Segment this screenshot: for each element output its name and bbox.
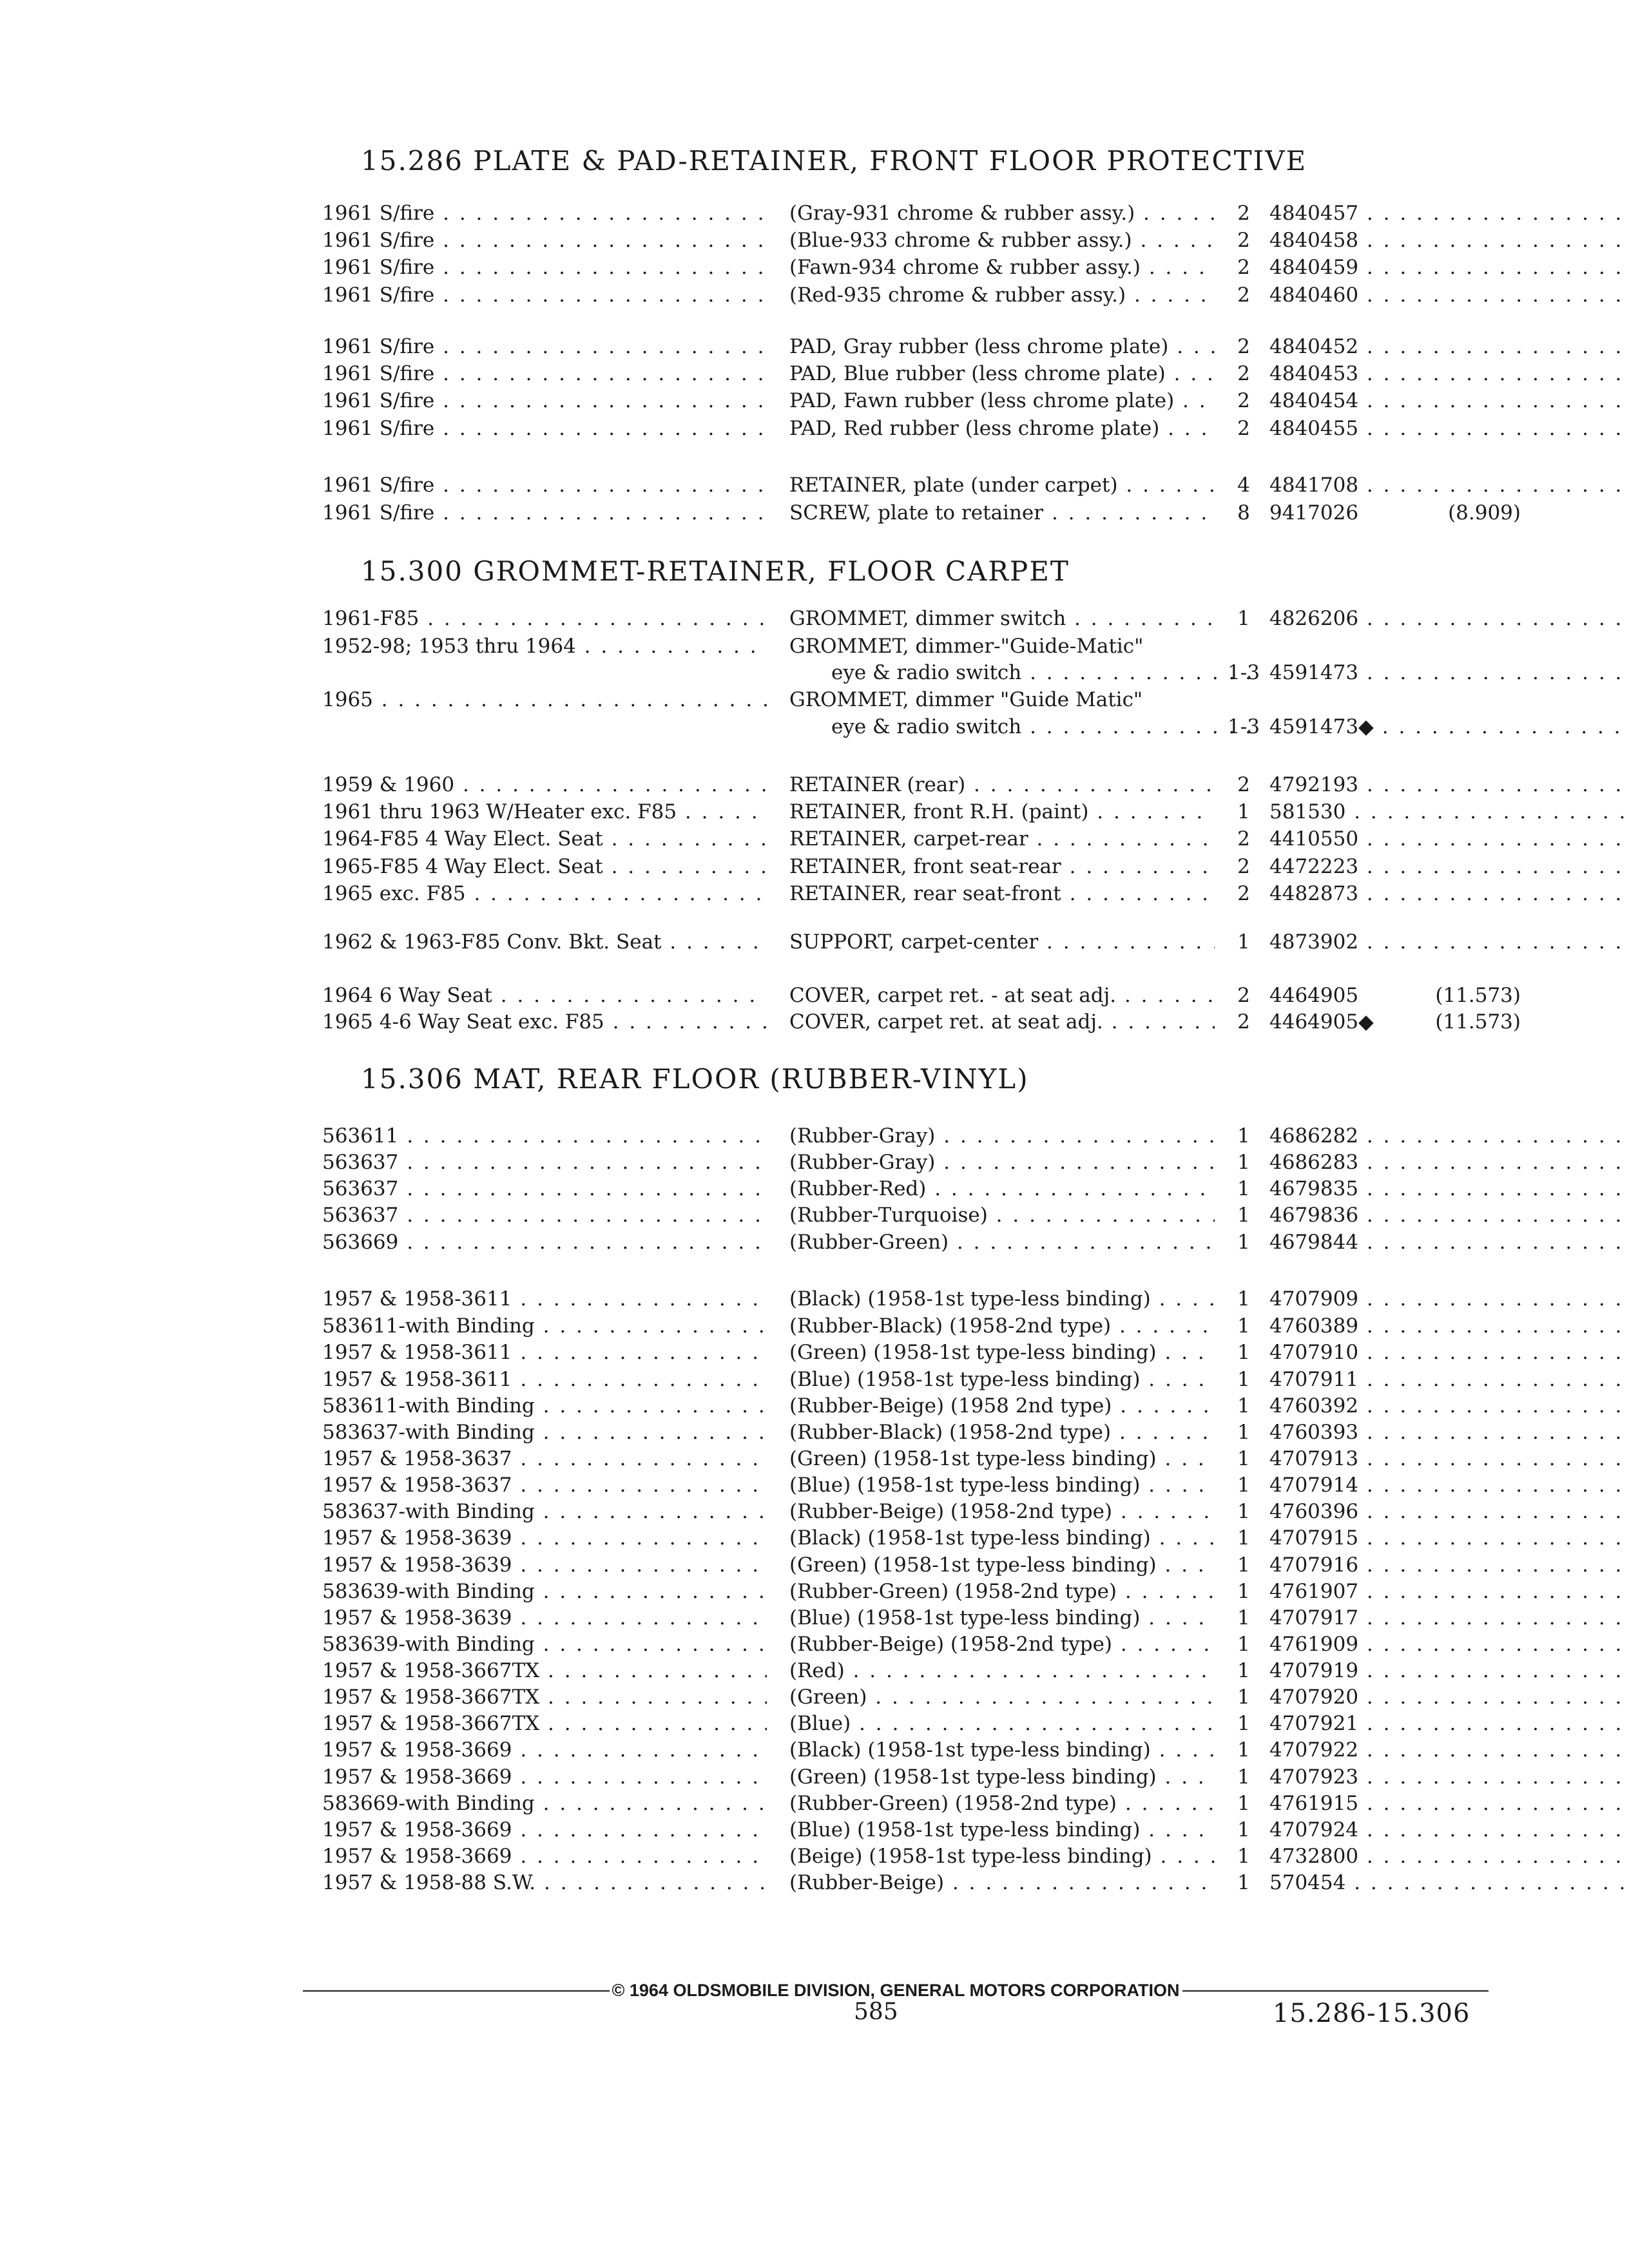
part-row [322,1580,1521,1606]
description-cell: RETAINER, front seat-rear . . . [789,855,1215,878]
part-row [322,930,1521,956]
part-number-cell: 4707921 . . . [1269,1712,1431,1735]
part-number-cell: 4840454 . . . [1269,389,1431,412]
quantity-cell: 1 [1237,1287,1250,1311]
part-row [322,1314,1521,1340]
model-cell: 563637 . . . [322,1177,767,1200]
part-row [322,1368,1521,1394]
quantity-cell: 2 [1237,229,1250,252]
model-cell: 583669-with Binding . . . [322,1792,767,1815]
model-cell: 1961 S/fire . . . [322,229,767,252]
description-cell: eye & radio switch . . . [831,661,1257,684]
part-row [322,1871,1521,1897]
model-cell: 1961 S/fire . . . [322,501,767,524]
quantity-cell: 4 [1237,474,1250,497]
model-cell: 563669 . . . [322,1231,767,1254]
part-row [322,1394,1521,1420]
description-cell: RETAINER, carpet-rear . . . [789,827,1215,850]
part-number-cell: 4873902 . . . [1269,930,1431,954]
copyright-text: © 1964 OLDSMOBILE DIVISION, GENERAL MOTORS CORPORATION [612,1981,1180,2000]
description-cell: (Green) . . . [789,1686,1215,1709]
part-row [322,1151,1521,1177]
part-number-cell: 4840460 . . . [1269,284,1431,307]
description-cell: eye & radio switch . . . [831,715,1257,738]
quantity-cell: 2 [1237,855,1250,878]
quantity-cell: 1 [1237,1177,1250,1200]
part-number-cell: 4826206 . . . [1269,607,1431,630]
model-cell: 563637 . . . [322,1204,767,1227]
part-row [322,1792,1521,1818]
quantity-cell: 8 [1237,501,1250,524]
description-cell: (Rubber-Red) . . . [789,1177,1215,1200]
part-row [322,1231,1521,1256]
part-number-cell: 4591473 . . . [1269,661,1431,684]
part-number-cell: 4707920 . . . [1269,1686,1431,1709]
part-row [322,855,1521,881]
part-row [322,1553,1521,1579]
description-cell: (Blue) (1958-1st type-less binding) . . . [789,1368,1215,1391]
part-number-cell: 4679844 . . . [1269,1231,1431,1254]
model-cell: 1964 6 Way Seat . . . [322,984,767,1007]
section-title: 15.306 MAT, REAR FLOOR (RUBBER-VINYL) [361,1063,1029,1095]
part-row [322,1287,1521,1313]
part-row [322,202,1521,227]
part-row [322,1341,1521,1367]
model-cell: 1961 S/fire . . . [322,335,767,358]
page-number: 585 [854,1999,898,2025]
description-cell: RETAINER, plate (under carpet) . . . [789,474,1215,497]
model-cell: 563611 . . . [322,1124,767,1148]
model-cell: 583639-with Binding . . . [322,1580,767,1603]
part-number-cell: 4760393 . . . [1269,1421,1431,1444]
part-row [322,1204,1521,1229]
model-cell: 1957 & 1958-3611 . . . [322,1341,767,1364]
model-cell: 1957 & 1958-3637 . . . [322,1447,767,1470]
part-number-cell: 4482873 . . . [1269,882,1431,905]
model-cell: 1961 S/fire . . . [322,362,767,385]
quantity-cell: 1 [1237,1606,1250,1629]
description-cell: (Green) (1958-1st type-less binding) . . . [789,1341,1215,1364]
quantity-cell: 1 [1237,800,1250,823]
part-row [322,1738,1521,1764]
quantity-cell: 2 [1237,362,1250,385]
quantity-cell: 1 [1237,1474,1250,1497]
description-cell: PAD, Gray rubber (less chrome plate) . . . [789,335,1215,358]
model-cell: 1965 exc. F85 . . . [322,882,767,905]
description-cell: (Rubber-Beige) (1958-2nd type) . . . [789,1633,1215,1656]
description-cell: (Red-935 chrome & rubber assy.) . . . [789,284,1215,307]
description-cell: RETAINER, front R.H. (paint) . . . [789,800,1215,823]
model-cell: 1965 . . . [322,688,767,711]
model-cell: 1957 & 1958-88 S.W. . . . [322,1871,767,1894]
reference-note-cell: (8.909) [1448,501,1521,524]
part-row [322,1500,1521,1526]
description-cell: (Rubber-Gray) . . . [789,1124,1215,1148]
part-number-cell: 4707916 . . . [1269,1553,1431,1577]
part-row [322,1177,1521,1203]
part-row [322,256,1521,282]
quantity-cell: 2 [1237,202,1250,225]
part-row [322,1010,1521,1036]
description-cell: SCREW, plate to retainer . . . [789,501,1215,524]
page-section-range: 15.286-15.306 [1273,1999,1470,2028]
description-cell: (Blue-933 chrome & rubber assy.) . . . [789,229,1215,252]
quantity-cell: 1 [1237,1659,1250,1682]
part-number-cell: 4707924 . . . [1269,1818,1431,1841]
description-cell: (Rubber-Turquoise) . . . [789,1204,1215,1227]
part-row [322,607,1521,633]
description-cell: (Rubber-Beige) . . . [789,1871,1215,1894]
model-cell: 563637 . . . [322,1151,767,1174]
part-number-cell: 4686282 . . . [1269,1124,1431,1148]
part-number-cell: 4840459 . . . [1269,256,1431,279]
part-row [322,1633,1521,1658]
part-row [322,474,1521,499]
part-row [322,335,1521,361]
quantity-cell: 1 [1237,1712,1250,1735]
part-number-cell: 4679836 . . . [1269,1204,1431,1227]
part-row [322,1421,1521,1446]
description-cell: PAD, Fawn rubber (less chrome plate) . . . [789,389,1215,412]
part-row [322,882,1521,908]
section-title: 15.300 GROMMET-RETAINER, FLOOR CARPET [361,555,1070,587]
part-row [322,284,1521,309]
model-cell: 583611-with Binding . . . [322,1394,767,1418]
part-number-cell: 4761909 . . . [1269,1633,1431,1656]
part-number-cell: 4679835 . . . [1269,1177,1431,1200]
part-row [322,688,1521,714]
quantity-cell: 1 [1237,607,1250,630]
description-cell: (Red) . . . [789,1659,1215,1682]
part-number-cell: 4707909 . . . [1269,1287,1431,1311]
quantity-cell: 1 [1237,930,1250,954]
description-cell: (Rubber-Black) (1958-2nd type) . . . [789,1421,1215,1444]
part-row [322,229,1521,255]
model-cell: 583611-with Binding . . . [322,1314,767,1338]
part-row [322,1447,1521,1473]
part-number-cell: 4840455 . . . [1269,417,1431,440]
quantity-cell: 1-3 [1228,661,1260,684]
model-cell: 1957 & 1958-3669 . . . [322,1738,767,1762]
part-row [322,1845,1521,1870]
part-row [322,501,1521,527]
quantity-cell: 2 [1237,284,1250,307]
description-cell: SUPPORT, carpet-center . . . [789,930,1215,954]
description-cell: (Rubber-Green) . . . [789,1231,1215,1254]
description-cell: COVER, carpet ret. at seat adj. . . . [789,1010,1215,1033]
quantity-cell: 1 [1237,1500,1250,1523]
quantity-cell: 1 [1237,1421,1250,1444]
part-number-cell: 570454 . . . [1269,1871,1431,1894]
quantity-cell: 2 [1237,256,1250,279]
description-cell: PAD, Red rubber (less chrome plate) . . . [789,417,1215,440]
part-number-cell: 4761915 . . . [1269,1792,1431,1815]
model-cell: 1961 S/fire . . . [322,256,767,279]
quantity-cell: 2 [1237,882,1250,905]
part-number-cell: 4707914 . . . [1269,1474,1431,1497]
quantity-cell: 1 [1237,1447,1250,1470]
part-row [322,1818,1521,1844]
description-cell: (Green) (1958-1st type-less binding) . . . [789,1553,1215,1577]
model-cell: 1965 4-6 Way Seat exc. F85 . . . [322,1010,767,1033]
description-cell: (Blue) (1958-1st type-less binding) . . . [789,1606,1215,1629]
quantity-cell: 1 [1237,1818,1250,1841]
part-row [322,1686,1521,1711]
description-cell: (Black) (1958-1st type-less binding) . . . [789,1287,1215,1311]
model-cell: 1957 & 1958-3667TX . . . [322,1686,767,1709]
description-cell: (Rubber-Beige) (1958-2nd type) . . . [789,1500,1215,1523]
description-cell: (Rubber-Green) (1958-2nd type) . . . [789,1580,1215,1603]
description-cell: PAD, Blue rubber (less chrome plate) . . . [789,362,1215,385]
part-row [322,1526,1521,1552]
model-cell: 1959 & 1960 . . . [322,773,767,796]
quantity-cell: 2 [1237,417,1250,440]
part-row [322,1712,1521,1738]
description-cell: (Blue) . . . [789,1712,1215,1735]
part-row [322,1124,1521,1150]
description-cell: RETAINER (rear) . . . [789,773,1215,796]
part-number-cell: 4464905 [1269,984,1359,1007]
model-cell: 1957 & 1958-3639 . . . [322,1606,767,1629]
part-number-cell: 4707923 . . . [1269,1765,1431,1789]
description-cell: COVER, carpet ret. - at seat adj. . . . [789,984,1215,1007]
part-number-cell: 4707922 . . . [1269,1738,1431,1762]
model-cell: 583637-with Binding . . . [322,1421,767,1444]
part-row [322,827,1521,853]
quantity-cell: 1 [1237,1580,1250,1603]
model-cell: 1961 S/fire . . . [322,389,767,412]
part-number-cell: 4840452 . . . [1269,335,1431,358]
description-cell: (Rubber-Gray) . . . [789,1151,1215,1174]
model-cell: 1961-F85 . . . [322,607,767,630]
part-number-cell: 4760396 . . . [1269,1500,1431,1523]
model-cell: 1961 thru 1963 W/Heater exc. F85 . . . [322,800,767,823]
part-number-cell: 4707917 . . . [1269,1606,1431,1629]
quantity-cell: 1-3 [1228,715,1260,738]
description-cell: (Green) (1958-1st type-less binding) . . . [789,1447,1215,1470]
part-row [322,1606,1521,1632]
part-row [322,417,1521,443]
part-number-cell: 4841708 . . . [1269,474,1431,497]
footer-rule-right [1182,1990,1489,1992]
quantity-cell: 2 [1237,827,1250,850]
quantity-cell: 1 [1237,1314,1250,1338]
description-cell: (Beige) (1958-1st type-less binding) . . . [789,1845,1215,1868]
quantity-cell: 1 [1237,1871,1250,1894]
part-number-cell: 4732800 . . . [1269,1845,1431,1868]
reference-note-cell: (11.573) [1435,1010,1521,1033]
model-cell: 1957 & 1958-3639 . . . [322,1553,767,1577]
part-number-cell: 581530 . . . [1269,800,1431,823]
model-cell: 1957 & 1958-3669 . . . [322,1765,767,1789]
part-row [322,715,1521,741]
description-cell: (Blue) (1958-1st type-less binding) . . . [789,1818,1215,1841]
part-row [322,800,1521,826]
quantity-cell: 1 [1237,1738,1250,1762]
part-number-cell: 4707915 . . . [1269,1526,1431,1550]
quantity-cell: 1 [1237,1765,1250,1789]
part-number-cell: 4840458 . . . [1269,229,1431,252]
model-cell: 583639-with Binding . . . [322,1633,767,1656]
quantity-cell: 2 [1237,773,1250,796]
quantity-cell: 2 [1237,1010,1250,1033]
model-cell: 1961 S/fire . . . [322,284,767,307]
part-number-cell: 4760392 . . . [1269,1394,1431,1418]
description-cell: (Rubber-Green) (1958-2nd type) . . . [789,1792,1215,1815]
part-number-cell: 4472223 . . . [1269,855,1431,878]
part-row [322,389,1521,415]
part-number-cell: 9417026 [1269,501,1359,524]
quantity-cell: 2 [1237,984,1250,1007]
quantity-cell: 1 [1237,1686,1250,1709]
quantity-cell: 1 [1237,1845,1250,1868]
model-cell: 1964-F85 4 Way Elect. Seat . . . [322,827,767,850]
description-cell: (Rubber-Black) (1958-2nd type) . . . [789,1314,1215,1338]
part-row [322,984,1521,1010]
quantity-cell: 1 [1237,1204,1250,1227]
description-cell: (Green) (1958-1st type-less binding) . . . [789,1765,1215,1789]
model-cell: 1957 & 1958-3639 . . . [322,1526,767,1550]
part-number-cell: 4591473◆ . . . [1269,715,1431,738]
model-cell: 1957 & 1958-3611 . . . [322,1368,767,1391]
part-row [322,661,1521,687]
model-cell: 1957 & 1958-3667TX . . . [322,1712,767,1735]
description-cell: (Gray-931 chrome & rubber assy.) . . . [789,202,1215,225]
description-cell: (Fawn-934 chrome & rubber assy.) . . . [789,256,1215,279]
quantity-cell: 1 [1237,1633,1250,1656]
part-row [322,773,1521,799]
quantity-cell: 2 [1237,389,1250,412]
part-number-cell: 4464905◆ [1269,1010,1374,1033]
quantity-cell: 1 [1237,1151,1250,1174]
part-number-cell: 4410550 . . . [1269,827,1431,850]
part-number-cell: 4760389 . . . [1269,1314,1431,1338]
part-number-cell: 4686283 . . . [1269,1151,1431,1174]
quantity-cell: 1 [1237,1792,1250,1815]
model-cell: 1965-F85 4 Way Elect. Seat . . . [322,855,767,878]
section-title: 15.286 PLATE & PAD-RETAINER, FRONT FLOOR PROTECTIVE [361,145,1307,177]
footer-copyright [303,1981,1489,2001]
description-cell: (Black) (1958-1st type-less binding) . . . [789,1738,1215,1762]
part-number-cell: 4840457 . . . [1269,202,1431,225]
description-cell: (Rubber-Beige) (1958 2nd type) . . . [789,1394,1215,1418]
quantity-cell: 1 [1237,1124,1250,1148]
model-cell: 1961 S/fire . . . [322,202,767,225]
quantity-cell: 1 [1237,1341,1250,1364]
quantity-cell: 1 [1237,1394,1250,1418]
description-cell: GROMMET, dimmer "Guide Matic" [789,688,1143,711]
part-number-cell: 4707913 . . . [1269,1447,1431,1470]
footer-rule-left [303,1990,610,1992]
model-cell: 1961 S/fire . . . [322,474,767,497]
quantity-cell: 2 [1237,335,1250,358]
quantity-cell: 1 [1237,1553,1250,1577]
description-cell: RETAINER, rear seat-front . . . [789,882,1215,905]
description-cell: (Black) (1958-1st type-less binding) . . . [789,1526,1215,1550]
part-number-cell: 4707911 . . . [1269,1368,1431,1391]
description-cell: GROMMET, dimmer switch . . . [789,607,1215,630]
part-row [322,1474,1521,1499]
model-cell: 1952-98; 1953 thru 1964 . . . [322,635,767,658]
part-number-cell: 4707919 . . . [1269,1659,1431,1682]
model-cell: 1962 & 1963-F85 Conv. Bkt. Seat . . . [322,930,767,954]
model-cell: 1957 & 1958-3667TX . . . [322,1659,767,1682]
part-row [322,362,1521,388]
part-row [322,1765,1521,1791]
part-row [322,1659,1521,1685]
quantity-cell: 1 [1237,1368,1250,1391]
part-number-cell: 4840453 . . . [1269,362,1431,385]
part-number-cell: 4761907 . . . [1269,1580,1431,1603]
part-number-cell: 4707910 . . . [1269,1341,1431,1364]
description-cell: (Blue) (1958-1st type-less binding) . . . [789,1474,1215,1497]
description-cell: GROMMET, dimmer-"Guide-Matic" [789,635,1144,658]
part-row [322,635,1521,660]
model-cell: 1957 & 1958-3669 . . . [322,1818,767,1841]
quantity-cell: 1 [1237,1231,1250,1254]
model-cell: 583637-with Binding . . . [322,1500,767,1523]
reference-note-cell: (11.573) [1435,984,1521,1007]
model-cell: 1957 & 1958-3611 . . . [322,1287,767,1311]
quantity-cell: 1 [1237,1526,1250,1550]
model-cell: 1957 & 1958-3669 . . . [322,1845,767,1868]
model-cell: 1961 S/fire . . . [322,417,767,440]
model-cell: 1957 & 1958-3637 . . . [322,1474,767,1497]
part-number-cell: 4792193 . . . [1269,773,1431,796]
